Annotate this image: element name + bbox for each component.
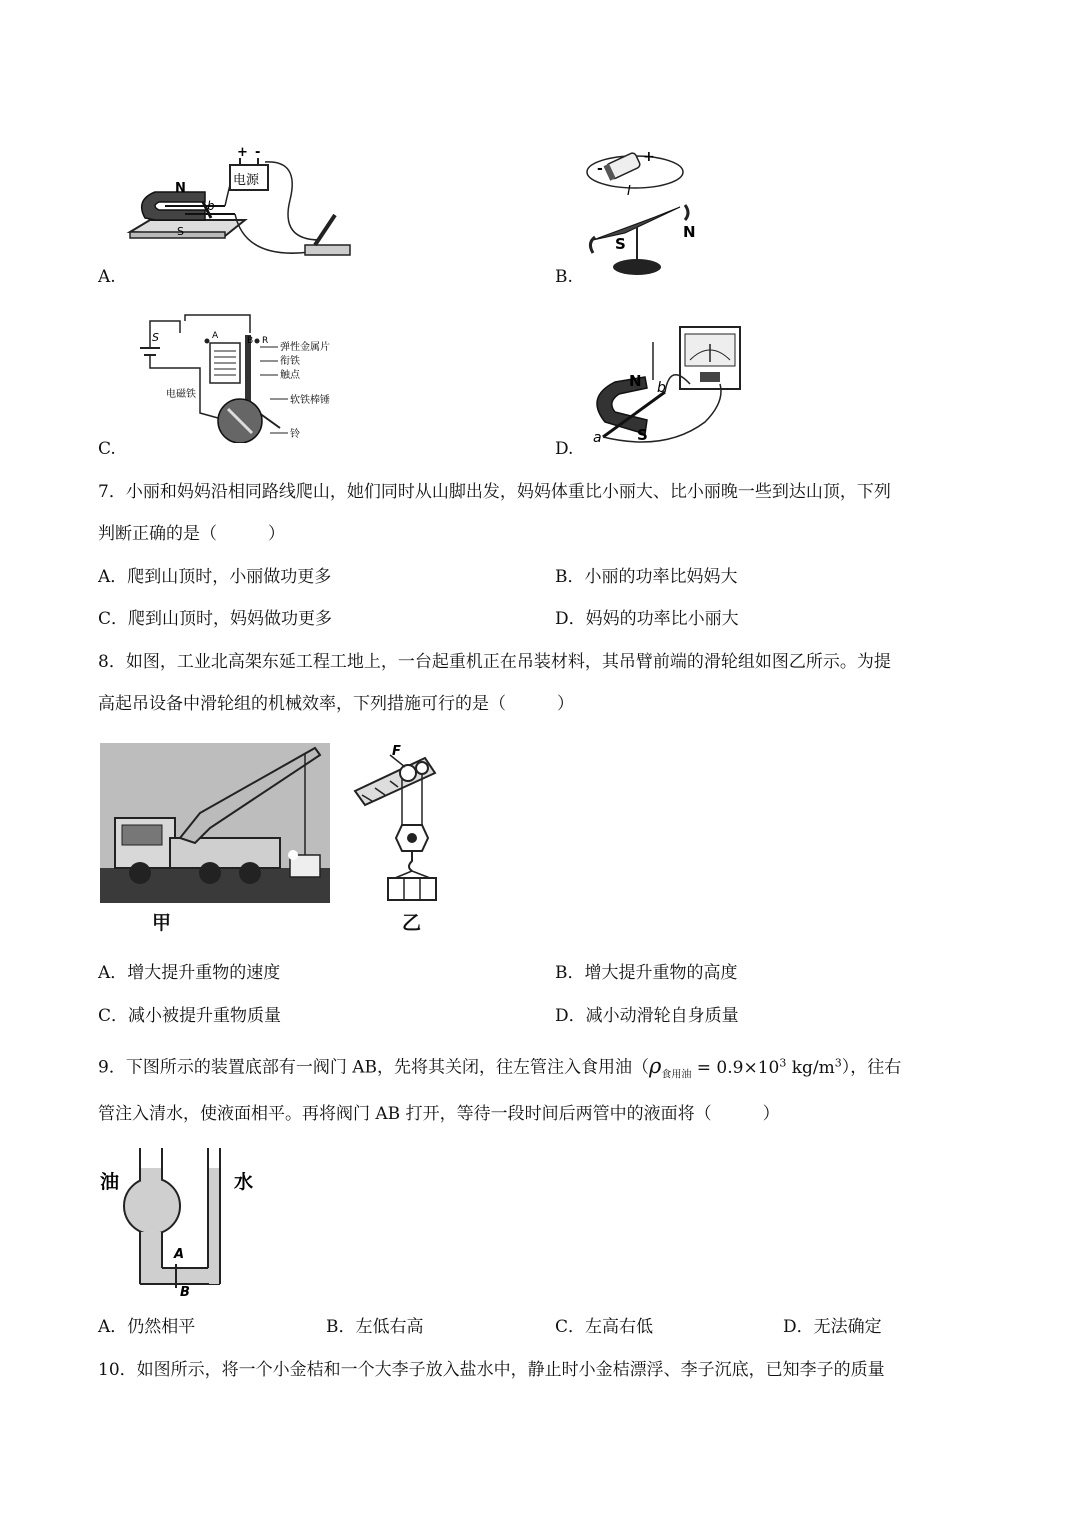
q8-stem-line1: 8．如图，工业北高架东延工程工地上，一台起重机正在吊装材料，其吊臂前端的滑轮组如图乙所示。为提 — [98, 652, 891, 672]
q10-stem-line1: 10．如图所示，将一个小金桔和一个大李子放入盐水中，静止时小金桔漂浮、李子沉底，已知李子的质量 — [98, 1360, 885, 1380]
q9-stem-post: ），往右 — [841, 1057, 902, 1078]
q6c-label-spring: 弹性金属片 — [280, 342, 330, 353]
q6a-magnet-n: N — [175, 181, 186, 196]
q6c-pin-a: A — [212, 331, 219, 341]
q6b-needle-s: S — [615, 235, 626, 253]
q6-figure-a — [125, 140, 360, 265]
q9-valve-a: A — [174, 1247, 185, 1262]
q8-pulley-diagram — [350, 743, 445, 903]
q8-option-d: D．减小动滑轮自身质量 — [555, 1006, 739, 1026]
q6c-label-hammer: 软铁棒锤 — [290, 395, 330, 406]
q6-figure-d — [585, 322, 750, 447]
q6-figure-b — [585, 145, 720, 280]
q8-force-label: F — [392, 744, 401, 759]
q9-rho: ρ — [649, 1053, 662, 1078]
q6c-label-contact: 触点 — [280, 370, 300, 381]
q9-option-b: B．左低右高 — [326, 1317, 424, 1337]
q9-unit-exp: 3 — [834, 1056, 842, 1069]
q6b-battery-plus: + — [643, 149, 655, 165]
q9-option-d: D．无法确定 — [783, 1317, 882, 1337]
q7-option-c: C．爬到山顶时，妈妈做功更多 — [98, 609, 333, 629]
q8-option-b: B．增大提升重物的高度 — [555, 963, 738, 983]
q9-eq: = 0.9×10 — [696, 1057, 780, 1078]
q6a-rod-label: b — [207, 199, 215, 213]
q7-stem-line2: 判断正确的是（ ） — [98, 524, 285, 544]
q6c-label-electromagnet: 电磁铁 — [166, 389, 196, 400]
q6-option-a-letter: A. — [98, 267, 116, 287]
q8-option-a: A．增大提升重物的速度 — [98, 963, 281, 983]
q6c-pin-r: R — [262, 336, 269, 346]
q9-label-water: 水 — [234, 1171, 254, 1193]
q7-stem-line1: 7．小丽和妈妈沿相同路线爬山，她们同时从山脚出发，妈妈体重比小丽大、比小丽晚一些到达山顶，下列 — [98, 482, 891, 502]
q6c-label-bell: 铃 — [290, 429, 300, 440]
q6-figure-c — [130, 313, 360, 443]
q9-unit: kg/m — [786, 1057, 835, 1078]
q6c-switch-label: S — [152, 331, 159, 344]
q8-stem-line2: 高起吊设备中滑轮组的机械效率，下列措施可行的是（ ） — [98, 694, 574, 714]
q6b-battery-minus: - — [597, 161, 603, 177]
q6-option-c-letter: C. — [98, 439, 116, 459]
q6c-pin-b: B — [247, 336, 254, 346]
q9-label-oil: 油 — [100, 1171, 120, 1193]
q7-option-b: B．小丽的功率比妈妈大 — [555, 567, 738, 587]
q6b-current-label: I — [627, 184, 631, 199]
q7-option-d: D．妈妈的功率比小丽大 — [555, 609, 739, 629]
q9-stem-pre: 9．下图所示的装置底部有一阀门 AB，先将其关闭，往左管注入食用油（ — [98, 1057, 649, 1078]
q9-stem-line1 — [98, 1052, 901, 1086]
q6a-battery-plus: + — [237, 145, 248, 160]
q9-option-a: A．仍然相平 — [98, 1317, 196, 1337]
q8-fig-yi: 乙 — [402, 912, 422, 934]
q6d-magnet-n: N — [629, 372, 642, 390]
q7-option-a: A．爬到山顶时，小丽做功更多 — [98, 567, 332, 587]
q9-density-formula — [649, 1053, 842, 1081]
q9-stem-line2: 管注入清水，使液面相平。再将阀门 AB 打开，等待一段时间后两管中的液面将（ ） — [98, 1104, 780, 1124]
q9-valve-b: B — [180, 1285, 190, 1298]
q6b-needle-n: N — [683, 223, 696, 241]
q6c-label-armature: 衔铁 — [280, 356, 300, 367]
q8-option-c: C．减小被提升重物质量 — [98, 1006, 282, 1026]
q6a-battery-minus: - — [255, 145, 261, 160]
q9-rho-sub: 食用油 — [661, 1069, 692, 1081]
q9-option-c: C．左高右低 — [555, 1317, 654, 1337]
q8-crane-photo — [100, 743, 330, 903]
q6d-magnet-s: S — [637, 426, 648, 444]
q9-vessel-diagram — [100, 1148, 270, 1298]
q6d-end-b: b — [657, 380, 666, 396]
q6a-battery-label: 电源 — [233, 173, 260, 188]
q6-option-d-letter: D. — [555, 439, 574, 459]
q9-exp: 3 — [779, 1056, 787, 1069]
q8-fig-jia: 甲 — [152, 912, 172, 934]
q6d-end-a: a — [593, 430, 602, 446]
q6-option-b-letter: B. — [555, 267, 573, 287]
q6a-magnet-s: S — [177, 225, 184, 238]
